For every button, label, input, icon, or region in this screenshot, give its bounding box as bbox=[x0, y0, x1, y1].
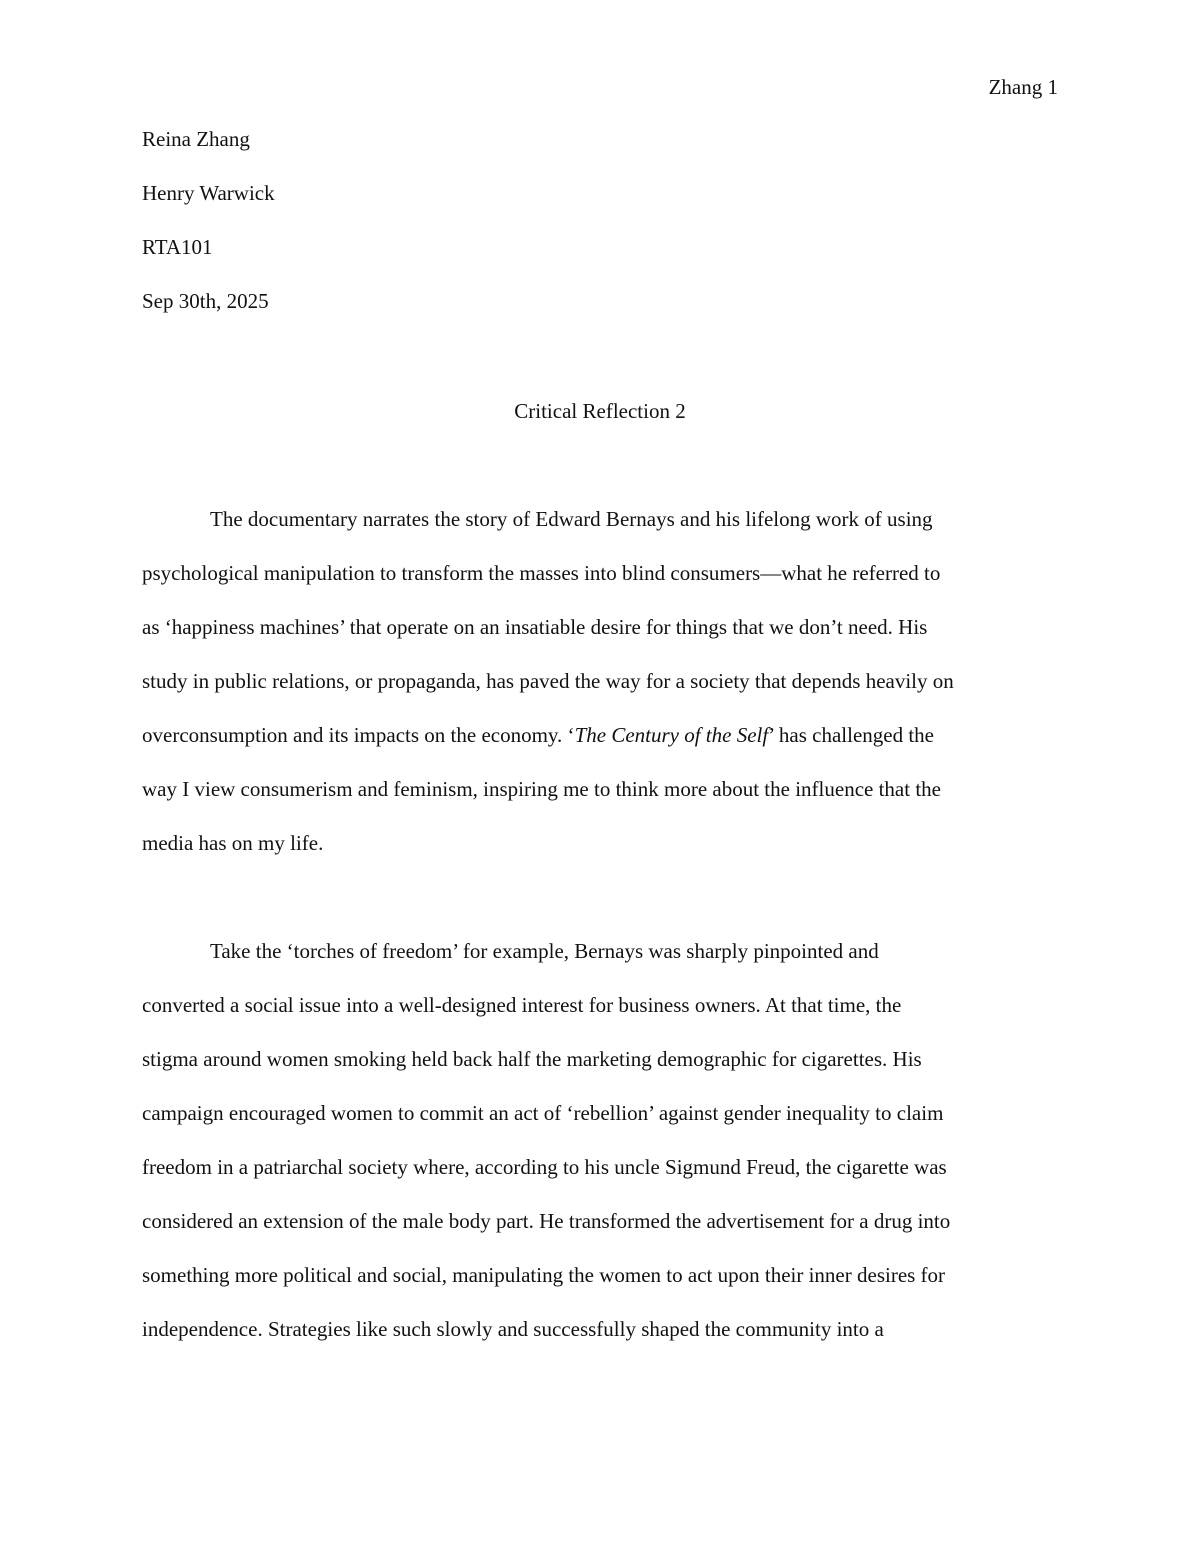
student-name: Reina Zhang bbox=[142, 127, 250, 151]
paragraph-line: way I view consumerism and feminism, inspiring me to think more about the influence that the bbox=[142, 777, 941, 801]
paragraph-line: converted a social issue into a well-designed interest for business owners. At that time, the bbox=[142, 993, 902, 1017]
paragraph-line: something more political and social, manipulating the women to act upon their inner desires for bbox=[142, 1263, 946, 1287]
paragraph-line: stigma around women smoking held back half the marketing demographic for cigarettes. His bbox=[142, 1047, 922, 1071]
paragraph-1 bbox=[142, 492, 1058, 870]
text-segment: overconsumption and its impacts on the economy. ‘ bbox=[142, 723, 575, 747]
paragraph-line: as ‘happiness machines’ that operate on an insatiable desire for things that we don’t need. His bbox=[142, 615, 928, 639]
paragraph-line: campaign encouraged women to commit an act of ‘rebellion’ against gender inequality to claim bbox=[142, 1101, 944, 1125]
course-code: RTA101 bbox=[142, 235, 213, 259]
paragraph-2 bbox=[142, 924, 1058, 1356]
paragraph-line: media has on my life. bbox=[142, 831, 324, 855]
paragraph-line: study in public relations, or propaganda, has paved the way for a society that depends heavily on bbox=[142, 669, 954, 693]
paragraph-line: freedom in a patriarchal society where, according to his uncle Sigmund Freud, the cigarette was bbox=[142, 1155, 947, 1179]
date: Sep 30th, 2025 bbox=[142, 289, 269, 313]
essay-title: Critical Reflection 2 bbox=[514, 399, 686, 423]
running-head: Zhang 1 bbox=[988, 75, 1058, 99]
paragraph-line: The documentary narrates the story of Edward Bernays and his lifelong work of using bbox=[210, 507, 933, 531]
paragraph-line bbox=[142, 708, 1058, 762]
instructor-name: Henry Warwick bbox=[142, 181, 275, 205]
film-title: The Century of the Self bbox=[574, 723, 769, 747]
text-segment: ’ has challenged the bbox=[768, 723, 934, 747]
paragraph-line: independence. Strategies like such slowly and successfully shaped the community into a bbox=[142, 1317, 884, 1341]
paragraph-line: psychological manipulation to transform the masses into blind consumers—what he referred to bbox=[142, 561, 941, 585]
paragraph-line: considered an extension of the male body part. He transformed the advertisement for a drug into bbox=[142, 1209, 951, 1233]
paragraph-line: Take the ‘torches of freedom’ for example, Bernays was sharply pinpointed and bbox=[210, 939, 879, 963]
mla-heading bbox=[142, 122, 1062, 338]
